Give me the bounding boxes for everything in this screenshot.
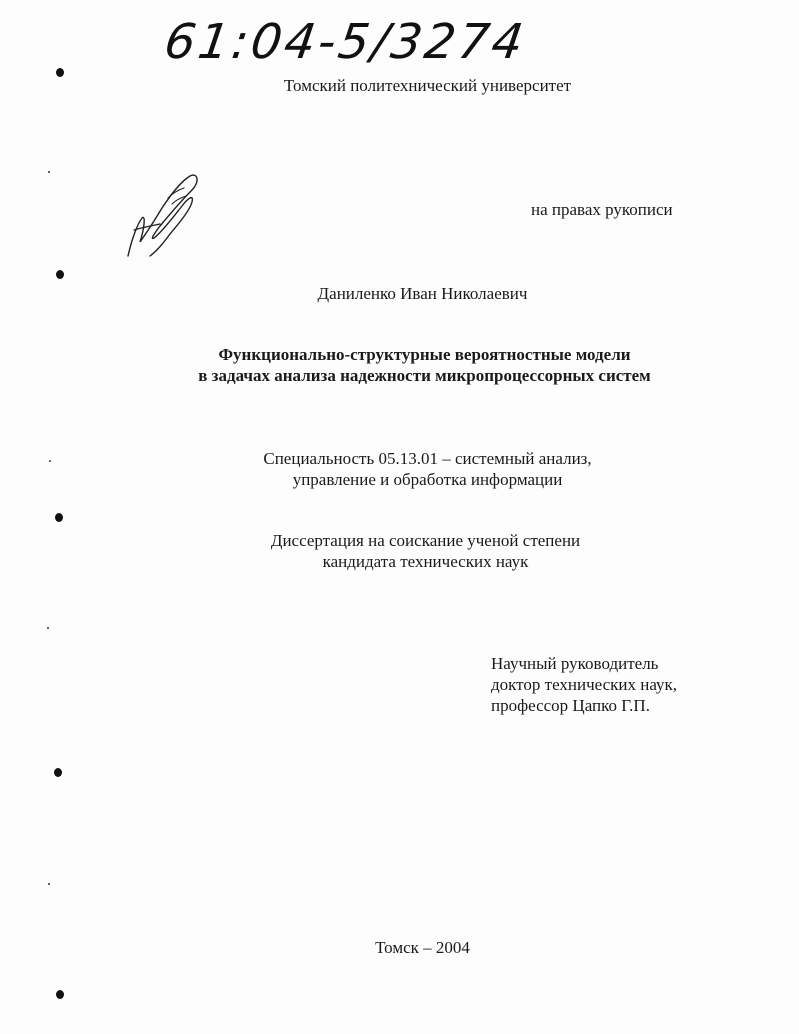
punch-hole-mark xyxy=(56,68,64,77)
punch-hole-mark xyxy=(54,768,62,777)
supervisor-block xyxy=(491,653,677,716)
supervisor-line-1: Научный руководитель xyxy=(491,654,659,673)
scan-speck xyxy=(49,460,51,462)
archive-code-handwritten: 61:04-5/3274 xyxy=(161,14,530,70)
degree-line-1: Диссертация на соискание ученой степени xyxy=(270,531,581,550)
specialty-block xyxy=(0,448,799,490)
supervisor-line-2: доктор технических наук, xyxy=(491,675,678,694)
signature-mark xyxy=(120,168,205,268)
punch-hole-mark xyxy=(56,270,64,279)
scan-speck xyxy=(48,883,50,885)
title-line-2: в задачах анализа надежности микропроцессорных систем xyxy=(198,366,651,385)
university-name: Томский политехнический университет xyxy=(283,76,572,95)
author-name: Даниленко Иван Николаевич xyxy=(317,284,528,303)
degree-statement xyxy=(0,530,799,572)
supervisor-line-3: профессор Цапко Г.П. xyxy=(491,696,650,715)
punch-hole-mark xyxy=(55,513,63,522)
manuscript-note: на правах рукописи xyxy=(531,200,673,219)
specialty-line-1: Специальность 05.13.01 – системный анализ, xyxy=(263,449,592,468)
title-line-1: Функционально-структурные вероятностные модели xyxy=(218,345,631,364)
degree-line-2: кандидата технических наук xyxy=(322,552,529,571)
city-year: Томск – 2004 xyxy=(375,938,470,957)
dissertation-title xyxy=(0,344,799,386)
punch-hole-mark xyxy=(56,990,64,999)
specialty-line-2: управление и обработка информации xyxy=(292,470,563,489)
scan-speck xyxy=(47,627,49,629)
scan-speck xyxy=(48,171,50,173)
